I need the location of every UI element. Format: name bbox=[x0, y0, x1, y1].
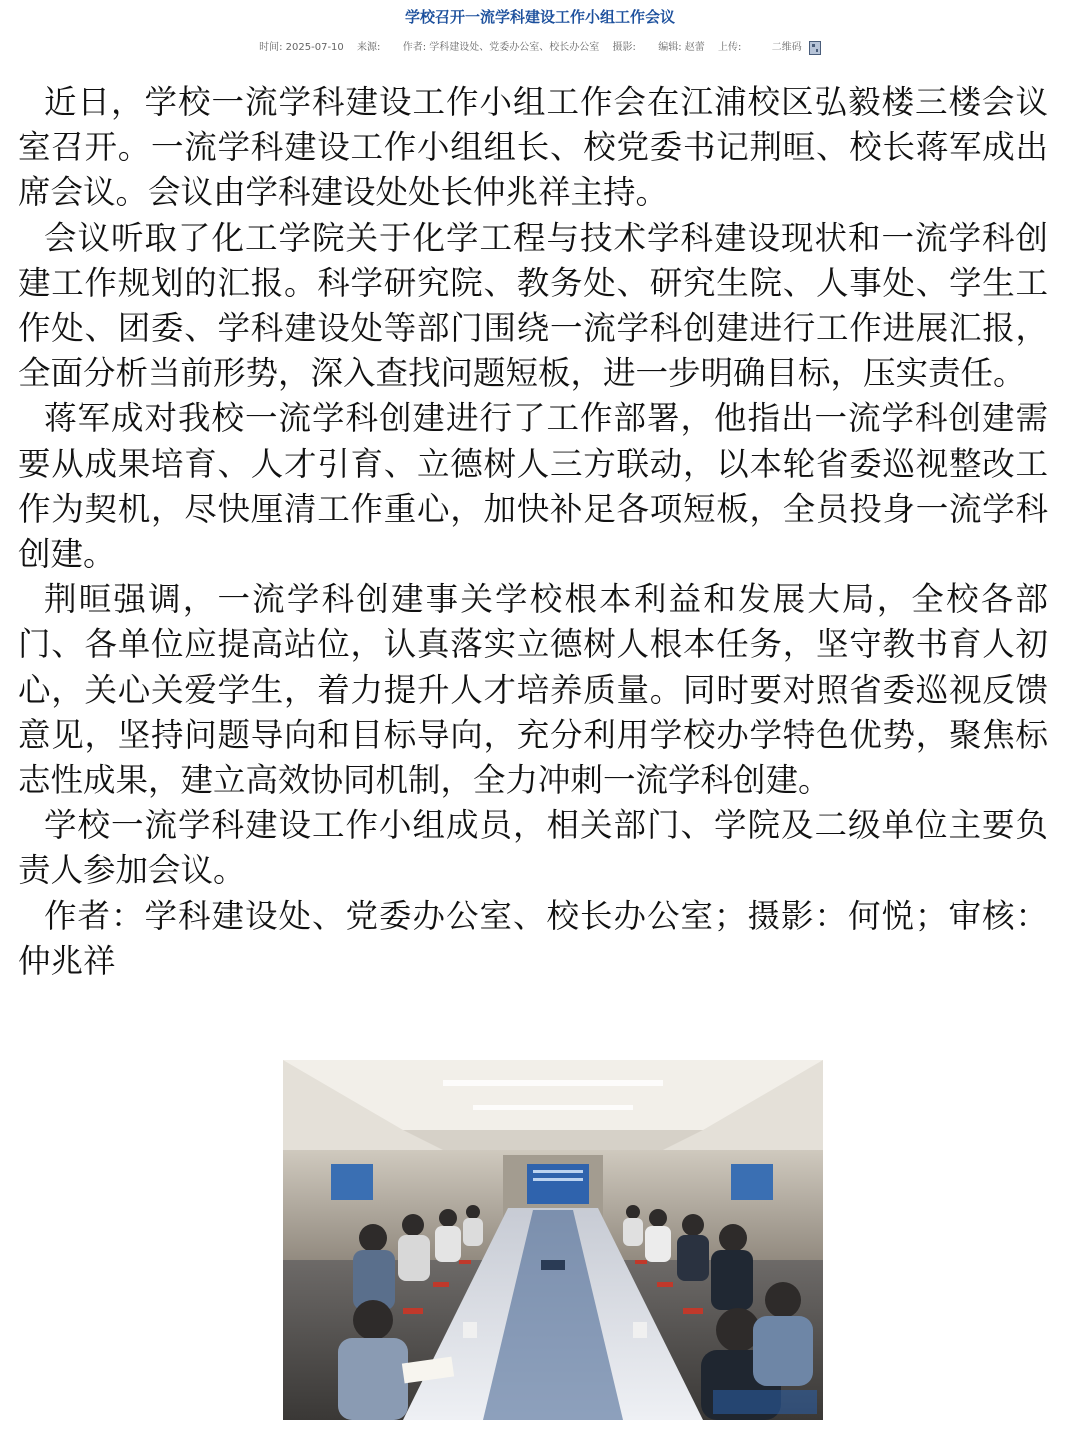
article-paragraph: 近日，学校一流学科建设工作小组工作会在江浦校区弘毅楼三楼会议室召开。一流学科建设工作小组组长、校党委书记荆晅、校长蒋军成出席会议。会议由学科建设处处长仲兆祥主持。 bbox=[18, 83, 1048, 212]
author-value: 学科建设处、党委办公室、校长办公室 bbox=[429, 42, 600, 53]
article-paragraph: 学校一流学科建设工作小组成员，相关部门、学院及二级单位主要负责人参加会议。 bbox=[18, 806, 1048, 890]
qr-code-icon[interactable] bbox=[809, 41, 821, 55]
photographer-label: 摄影: bbox=[612, 42, 636, 53]
article-credits: 作者：学科建设处、党委办公室、校长办公室；摄影：何悦；审核：仲兆祥 bbox=[18, 896, 1048, 980]
meeting-photo bbox=[283, 1060, 823, 1420]
source-label: 来源: bbox=[356, 42, 381, 53]
article-body bbox=[18, 80, 1048, 984]
time-label: 时间: bbox=[259, 42, 283, 53]
editor-label: 编辑: bbox=[658, 42, 682, 53]
publish-time: 2025-07-10 bbox=[285, 42, 344, 53]
article-paragraph: 荆晅强调，一流学科创建事关学校根本利益和发展大局，全校各部门、各单位应提高站位，认真落实立德树人根本任务，坚守教书育人初心，关心关爱学生，着力提升人才培养质量。同时要对照省委巡视反馈意见，坚持问题导向和目标导向，充分利用学校办学特色优势，聚焦标志性成果，建立高效协同机制，全力冲刺一流学科创建。 bbox=[18, 580, 1048, 800]
article-paragraph: 会议听取了化工学院关于化学工程与技术学科建设现状和一流学科创建工作规划的汇报。科学研究院、教务处、研究生院、人事处、学生工作处、团委、学科建设处等部门围绕一流学科创建进行工作进展汇报，全面分析当前形势，深入查找问题短板，进一步明确目标，压实责任。 bbox=[18, 218, 1048, 393]
author-label: 作者: bbox=[402, 42, 427, 53]
article-meta-bar bbox=[0, 38, 1080, 58]
article-paragraph: 蒋军成对我校一流学科创建进行了工作部署，他指出一流学科创建需要从成果培育、人才引育、立德树人三方联动，以本轮省委巡视整改工作为契机，尽快厘清工作重心，加快补足各项短板，全员投身一流学科创建。 bbox=[18, 399, 1048, 574]
meeting-room-image bbox=[283, 1060, 823, 1420]
editor-value: 赵蕾 bbox=[684, 42, 705, 53]
page-title: 学校召开一流学科建设工作小组工作会议 bbox=[404, 8, 675, 26]
uploader-label: 上传: bbox=[717, 42, 742, 53]
qr-code-link[interactable]: 二维码 bbox=[771, 42, 802, 53]
